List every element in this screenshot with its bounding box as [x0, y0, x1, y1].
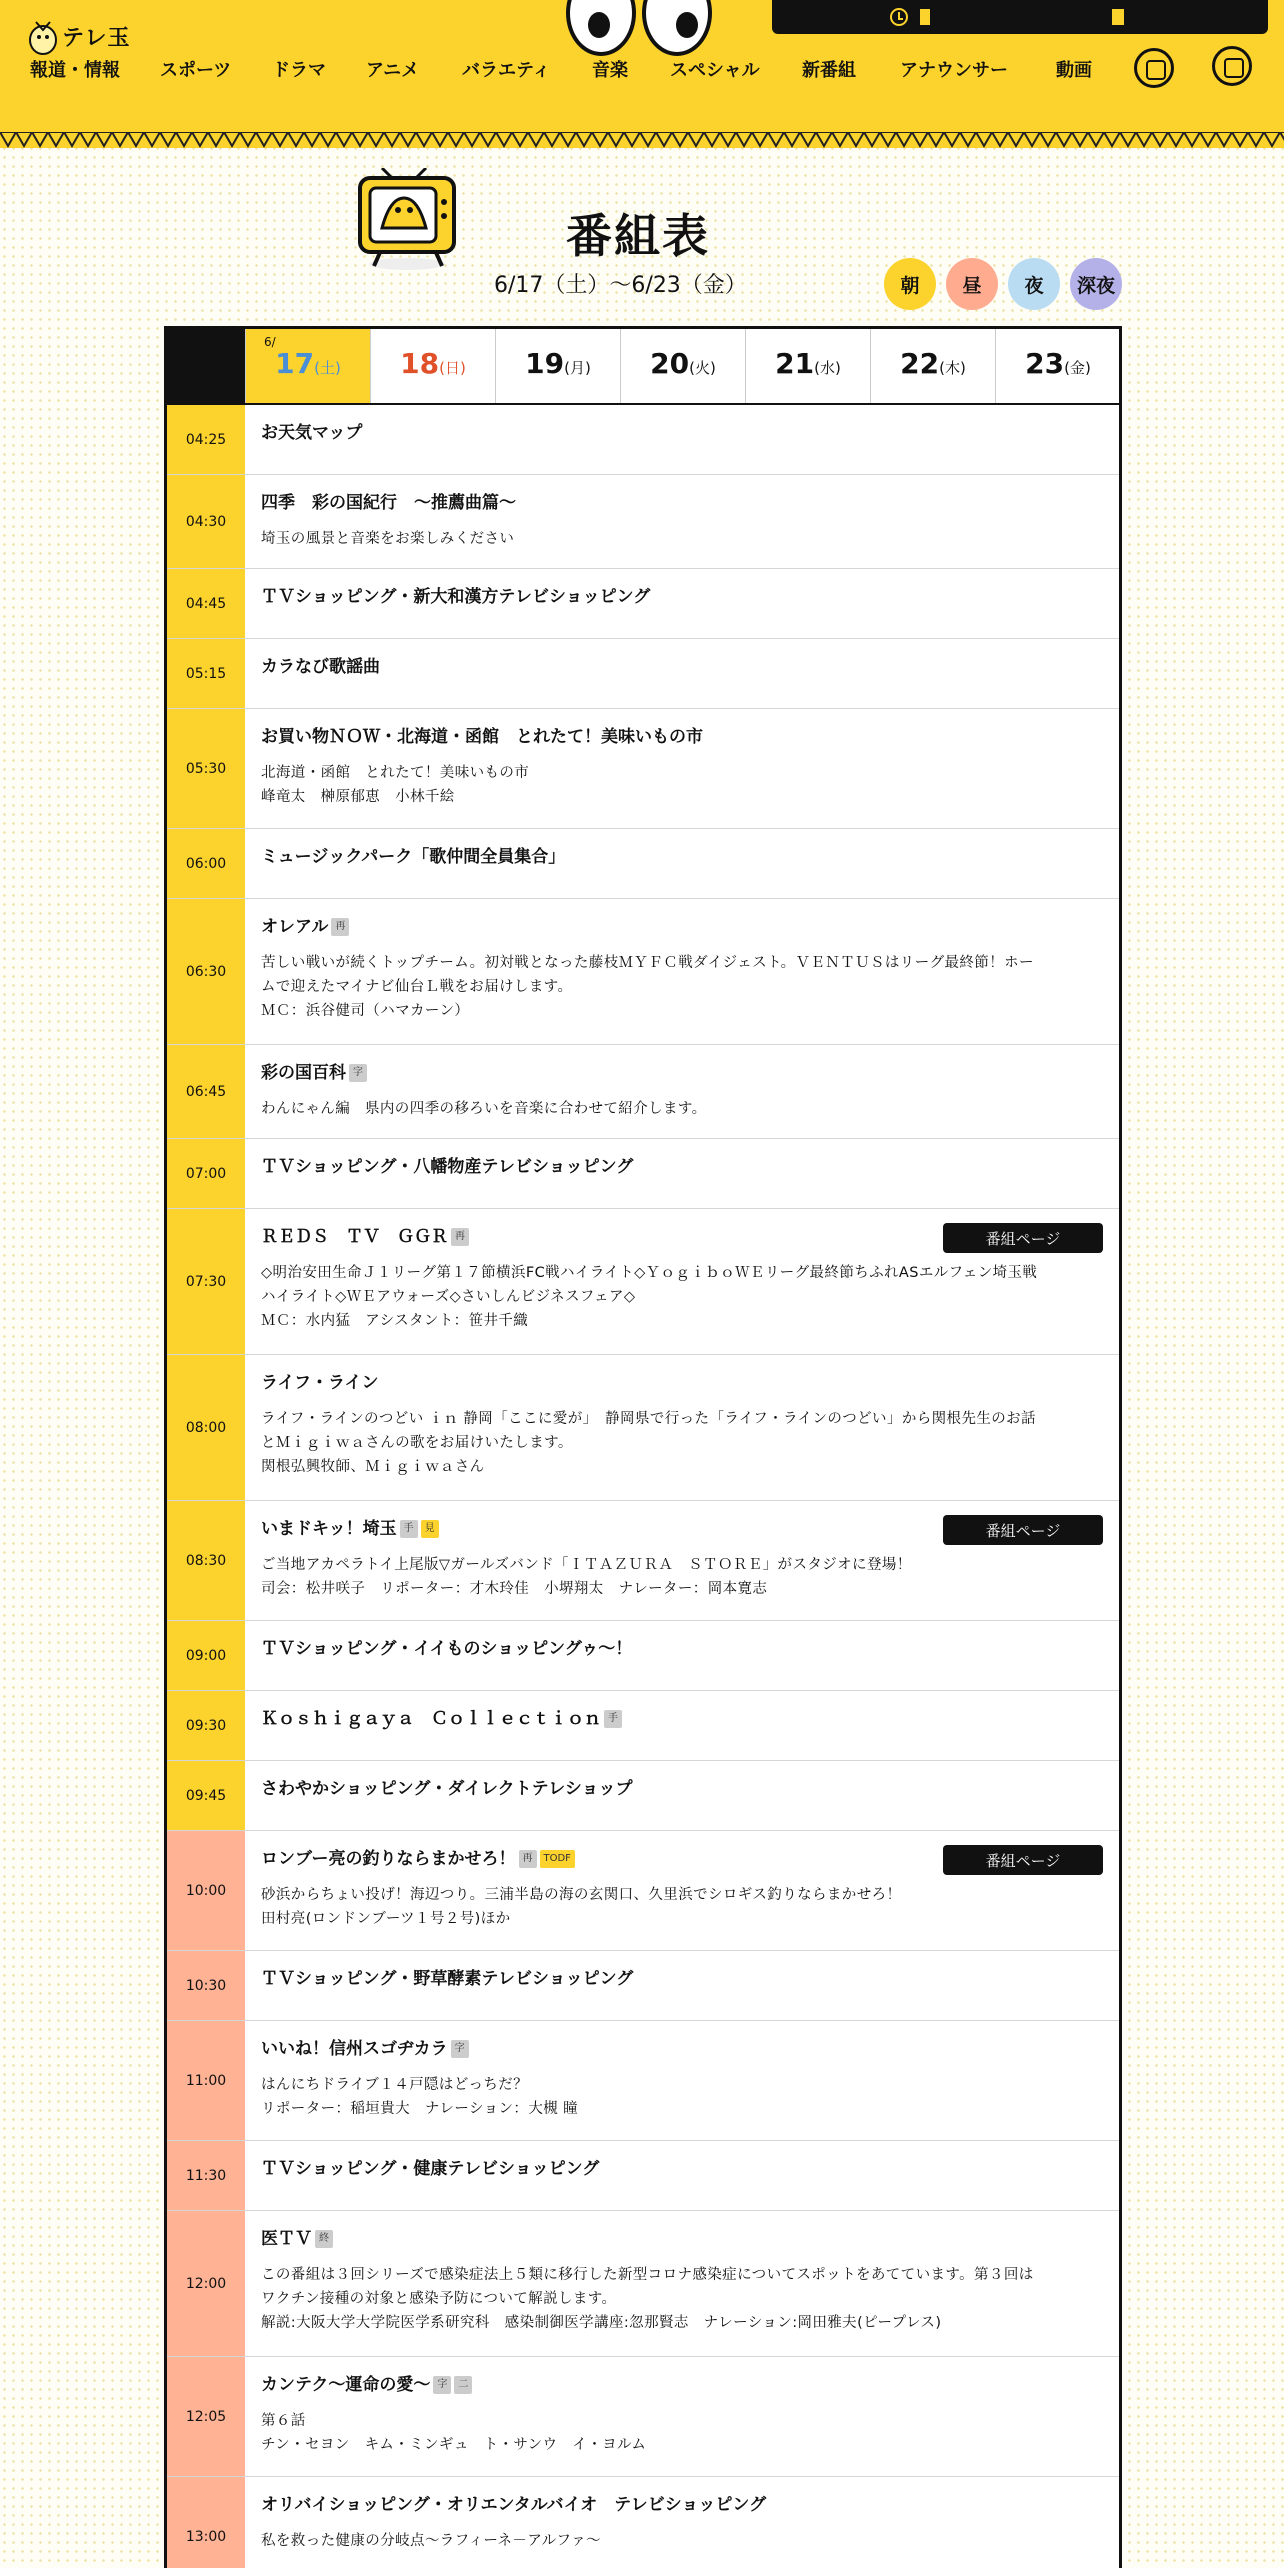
program-title-text: カンテク～運命の愛～	[261, 2375, 431, 2395]
program-title-text: 四季 彩の国紀行 ～推薦曲篇～	[261, 493, 516, 513]
weekday-label: (土)	[314, 359, 341, 377]
weekday-label: (金)	[1064, 359, 1091, 377]
program-title-text: ＴＶショッピング・イイものショッピングゥ～！	[261, 1639, 633, 1659]
program-title[interactable]	[261, 1371, 1103, 1395]
program-title-text: ライフ・ライン	[261, 1373, 379, 1393]
program-badge: 字	[451, 2040, 469, 2058]
time-of-day-button[interactable]: 夜	[1008, 258, 1060, 310]
program-title-text: ミュージックパーク「歌仲間全員集合」	[261, 847, 566, 867]
program-time: 09:30	[167, 1691, 245, 1760]
program-title[interactable]	[261, 655, 1103, 679]
program-time: 10:00	[167, 1831, 245, 1950]
program-title[interactable]	[261, 2157, 1103, 2181]
date-tab[interactable]	[245, 329, 370, 403]
program-title[interactable]	[261, 1637, 1103, 1661]
tele-tama-logo-icon	[28, 16, 58, 56]
program-title-text: Ｋｏｓｈｉｇａｙａ Ｃｏｌｌｅｃｔｉｏｎ	[261, 1709, 601, 1729]
program-description: 苦しい戦いが続くトップチーム。初対戦となった藤枝ＭＹＦＣ戦ダイジェスト。ＶＥＮＴＵＳはリーグ最終節！ホー ムで迎えたマイナビ仙台Ｌ戦をお届けします。 ＭＣ：浜谷健司（ハマカーン）	[261, 955, 1034, 1019]
program-row[interactable]	[167, 1045, 1119, 1139]
program-badge: 見	[421, 1520, 439, 1538]
program-title[interactable]	[261, 1967, 1103, 1991]
program-time: 09:45	[167, 1761, 245, 1830]
program-body	[245, 709, 1119, 828]
nav-item[interactable]: スペシャル	[670, 60, 760, 81]
program-row[interactable]	[167, 899, 1119, 1045]
program-title-text: ＴＶショッピング・野草酵素テレビショッピング	[261, 1969, 634, 1989]
program-description: はんにちドライブ１４戸隠はどっちだ？ リポーター：稲垣貴大 ナレーション：大槻 瞳	[261, 2077, 579, 2117]
program-body	[245, 1045, 1119, 1138]
program-badge: 再	[331, 918, 349, 936]
program-row[interactable]	[167, 2357, 1119, 2477]
program-row[interactable]	[167, 2141, 1119, 2211]
program-body	[245, 1621, 1119, 1690]
program-time: 06:00	[167, 829, 245, 898]
program-body	[245, 899, 1119, 1044]
program-title-text: 彩の国百科	[261, 1063, 346, 1083]
program-title-text: いいね！信州スゴヂカラ	[261, 2039, 448, 2059]
program-description: わんにゃん編 県内の四季の移ろいを音楽に合わせて紹介します。	[261, 1101, 707, 1117]
program-body	[245, 2357, 1119, 2476]
program-body	[245, 2141, 1119, 2210]
program-body	[245, 2021, 1119, 2140]
program-title[interactable]	[261, 1707, 1103, 1731]
program-title[interactable]	[261, 1777, 1103, 1801]
weekday-label: (木)	[939, 359, 966, 377]
program-title[interactable]	[261, 1155, 1103, 1179]
program-page-button[interactable]: 番組ページ	[943, 1515, 1103, 1545]
program-row[interactable]	[167, 709, 1119, 829]
program-title-text: ＴＶショッピング・健康テレビショッピング	[261, 2159, 600, 2179]
program-body	[245, 1951, 1119, 2020]
program-body	[245, 405, 1119, 474]
program-title[interactable]	[261, 915, 1103, 939]
tele-tama-icon[interactable]	[1134, 48, 1174, 88]
program-row[interactable]	[167, 405, 1119, 475]
date-tab[interactable]	[370, 329, 495, 403]
date-tab[interactable]	[870, 329, 995, 403]
topbar-mark	[1112, 9, 1124, 25]
nav-item[interactable]: アニメ	[366, 60, 420, 81]
month-label: 6/	[264, 335, 276, 349]
program-title[interactable]	[261, 585, 1103, 609]
page-title: 番組表	[566, 209, 710, 263]
program-title[interactable]	[261, 2493, 1103, 2517]
weekday-label: (火)	[689, 359, 716, 377]
program-badge: 再	[451, 1228, 469, 1246]
program-title[interactable]	[261, 2037, 1103, 2061]
program-row[interactable]	[167, 2477, 1119, 2568]
program-row[interactable]	[167, 1691, 1119, 1761]
program-row[interactable]	[167, 1761, 1119, 1831]
nav-item[interactable]: アナウンサー	[900, 60, 1008, 81]
program-body	[245, 1139, 1119, 1208]
program-description: 第６話 チン・セヨン キム・ミンギュ ト・サンウ イ・ヨルム	[261, 2413, 647, 2453]
date-number: 20	[650, 347, 690, 380]
program-body	[245, 1691, 1119, 1760]
program-row[interactable]	[167, 1501, 1119, 1621]
program-row[interactable]	[167, 639, 1119, 709]
program-title[interactable]	[261, 1061, 1103, 1085]
program-row[interactable]	[167, 475, 1119, 569]
date-range: 6/17（土）〜6/23（金）	[494, 273, 747, 298]
program-page-button[interactable]: 番組ページ	[943, 1845, 1103, 1875]
date-number: 18	[400, 347, 440, 380]
program-description: 砂浜からちょい投げ！海辺つり。三浦半島の海の玄関口、久里浜でシロギス釣りならまかせろ！ 田村亮(ロンドンブーツ１号２号)ほか	[261, 1887, 902, 1927]
program-title-text: さわやかショッピング・ダイレクトテレショップ	[261, 1779, 633, 1799]
nav-item[interactable]: 報道・情報	[30, 60, 120, 81]
program-row[interactable]	[167, 829, 1119, 899]
program-title[interactable]	[261, 491, 1103, 515]
program-title[interactable]	[261, 725, 1103, 749]
program-time: 12:00	[167, 2211, 245, 2356]
top-utility-bar	[772, 0, 1268, 34]
program-title-text: ＴＶショッピング・新大和漢方テレビショッピング	[261, 587, 651, 607]
program-title-text: オリバイショッピング・オリエンタルバイオ テレビショッピング	[261, 2495, 767, 2515]
program-body	[245, 2477, 1119, 2568]
program-title-text: オレアル	[261, 917, 329, 937]
program-row[interactable]	[167, 1355, 1119, 1501]
program-title[interactable]	[261, 2227, 1103, 2251]
program-time: 08:30	[167, 1501, 245, 1620]
time-of-day-button[interactable]: 朝	[884, 258, 936, 310]
program-time: 13:00	[167, 2477, 245, 2568]
program-badge: TODF	[540, 1850, 575, 1868]
date-tab[interactable]	[495, 329, 620, 403]
time-of-day-button[interactable]: 昼	[946, 258, 998, 310]
program-time: 12:05	[167, 2357, 245, 2476]
program-body	[245, 829, 1119, 898]
date-number: 17	[275, 347, 315, 380]
program-schedule	[164, 326, 1122, 2568]
tv-mascot-icon	[352, 168, 462, 270]
program-row[interactable]	[167, 1951, 1119, 2021]
program-time: 05:15	[167, 639, 245, 708]
program-description: 私を救った健康の分岐点～ラフィーネ－アルファ～	[261, 2533, 601, 2549]
date-number: 23	[1025, 347, 1065, 380]
program-badge: 終	[315, 2230, 333, 2248]
program-row[interactable]	[167, 2211, 1119, 2357]
program-title-text: いまドキッ！埼玉	[261, 1519, 397, 1539]
logo[interactable]	[28, 14, 131, 58]
program-description: この番組は３回シリーズで感染症法上５類に移行した新型コロナ感染症についてスポットをあてています。第３回は ワクチン接種の対象と感染予防について解説します。 解説:大阪大学大学院医学系研究科 感染制御医学講座:忽那賢志 ナレーション:岡田雅夫(ピープレス)	[261, 2267, 1034, 2331]
program-title[interactable]	[261, 421, 1103, 445]
program-body	[245, 1761, 1119, 1830]
program-body	[245, 569, 1119, 638]
program-time: 04:30	[167, 475, 245, 568]
header-zigzag-edge	[0, 132, 1284, 154]
tele-tama-park-icon[interactable]	[1212, 46, 1252, 86]
date-tab[interactable]	[995, 329, 1120, 403]
program-badge: 字	[349, 1064, 367, 1082]
program-page-button[interactable]: 番組ページ	[943, 1223, 1103, 1253]
weekday-label: (月)	[564, 359, 591, 377]
program-time: 07:00	[167, 1139, 245, 1208]
date-header	[167, 329, 1119, 405]
date-number: 21	[775, 347, 815, 380]
date-number: 22	[900, 347, 940, 380]
program-row[interactable]	[167, 1831, 1119, 1951]
mascot-eyes-icon	[566, 0, 718, 60]
clock-icon[interactable]	[890, 8, 908, 26]
program-title[interactable]	[261, 845, 1103, 869]
time-of-day-button[interactable]: 深夜	[1070, 258, 1122, 310]
program-row[interactable]	[167, 1209, 1119, 1355]
program-body	[245, 2211, 1119, 2356]
program-time: 07:30	[167, 1209, 245, 1354]
nav-item[interactable]: 音楽	[592, 60, 628, 81]
nav-item[interactable]: バラエティ	[462, 60, 551, 81]
program-time: 10:30	[167, 1951, 245, 2020]
nav-item[interactable]: ドラマ	[272, 60, 326, 81]
program-body	[245, 475, 1119, 568]
weekday-label: (日)	[439, 359, 466, 377]
logo-text: テレ玉	[62, 25, 131, 51]
program-body	[245, 1831, 1119, 1950]
program-time: 11:00	[167, 2021, 245, 2140]
program-badge: 字	[433, 2376, 451, 2394]
nav-item[interactable]: 動画	[1056, 60, 1092, 81]
program-title-text: 医ＴＶ	[261, 2229, 312, 2249]
program-time: 08:00	[167, 1355, 245, 1500]
program-description: ご当地アカペラトイ上尾版▽ガールズバンド「ＩＴＡＺＵＲＡ ＳＴＯＲＥ」がスタジオに登場！ 司会：松井咲子 リポーター：才木玲佳 小堺翔太 ナレーター：岡本寛志	[261, 1557, 912, 1597]
program-description: 埼玉の風景と音楽をお楽しみください	[261, 531, 515, 547]
program-title-text: カラなび歌謡曲	[261, 657, 380, 677]
weekday-label: (水)	[814, 359, 841, 377]
program-badge: 手	[604, 1710, 622, 1728]
program-badge: 再	[519, 1850, 537, 1868]
program-description: ◇明治安田生命Ｊ１リーグ第１７節横浜FC戦ハイライト◇ＹｏｇｉｂｏＷＥリーグ最終節ちふれASエルフェン埼玉戦 ハイライト◇ＷＥアウォーズ◇さいしんビジネスフェア◇ ＭＣ：水内猛 アシスタント：笹井千織	[261, 1265, 1038, 1329]
program-body	[245, 1209, 1119, 1354]
program-title-text: ロンブー亮の釣りならまかせろ！	[261, 1849, 516, 1869]
nav-item[interactable]: 新番組	[802, 60, 856, 81]
topbar-mark	[920, 9, 930, 25]
program-row[interactable]	[167, 1621, 1119, 1691]
program-time: 05:30	[167, 709, 245, 828]
program-title-text: お天気マップ	[261, 423, 363, 443]
program-time: 04:25	[167, 405, 245, 474]
program-title-text: ＴＶショッピング・八幡物産テレビショッピング	[261, 1157, 634, 1177]
program-title-text: お買い物ＮＯＷ・北海道・函館 とれたて！美味いもの市	[261, 727, 703, 747]
header-corner	[167, 329, 245, 403]
program-time: 06:30	[167, 899, 245, 1044]
date-tab[interactable]	[620, 329, 745, 403]
program-row[interactable]	[167, 569, 1119, 639]
program-title[interactable]	[261, 2373, 1103, 2397]
program-body	[245, 1501, 1119, 1620]
site-header	[0, 0, 1284, 148]
nav-item[interactable]: スポーツ	[160, 60, 232, 81]
program-time: 06:45	[167, 1045, 245, 1138]
program-description: ライフ・ラインのつどい ｉｎ 静岡「ここに愛が」 静岡県で行った「ライフ・ラインのつどい」から関根先生のお話 とＭｉｇｉｗａさんの歌をお届けいたします。 関根弘興牧師、Ｍｉｇｉｗａさん	[261, 1411, 1036, 1475]
program-badge: 手	[400, 1520, 418, 1538]
program-time: 09:00	[167, 1621, 245, 1690]
date-number: 19	[525, 347, 565, 380]
program-body	[245, 639, 1119, 708]
program-body	[245, 1355, 1119, 1500]
program-description: 北海道・函館 とれたて！美味いもの市 峰竜太 榊原郁恵 小林千絵	[261, 765, 530, 805]
program-badge: 二	[454, 2376, 472, 2394]
program-row[interactable]	[167, 2021, 1119, 2141]
program-time: 11:30	[167, 2141, 245, 2210]
program-title-text: ＲＥＤＳ ＴＶ ＧＧＲ	[261, 1227, 448, 1247]
program-row[interactable]	[167, 1139, 1119, 1209]
program-time: 04:45	[167, 569, 245, 638]
date-tab[interactable]	[745, 329, 870, 403]
